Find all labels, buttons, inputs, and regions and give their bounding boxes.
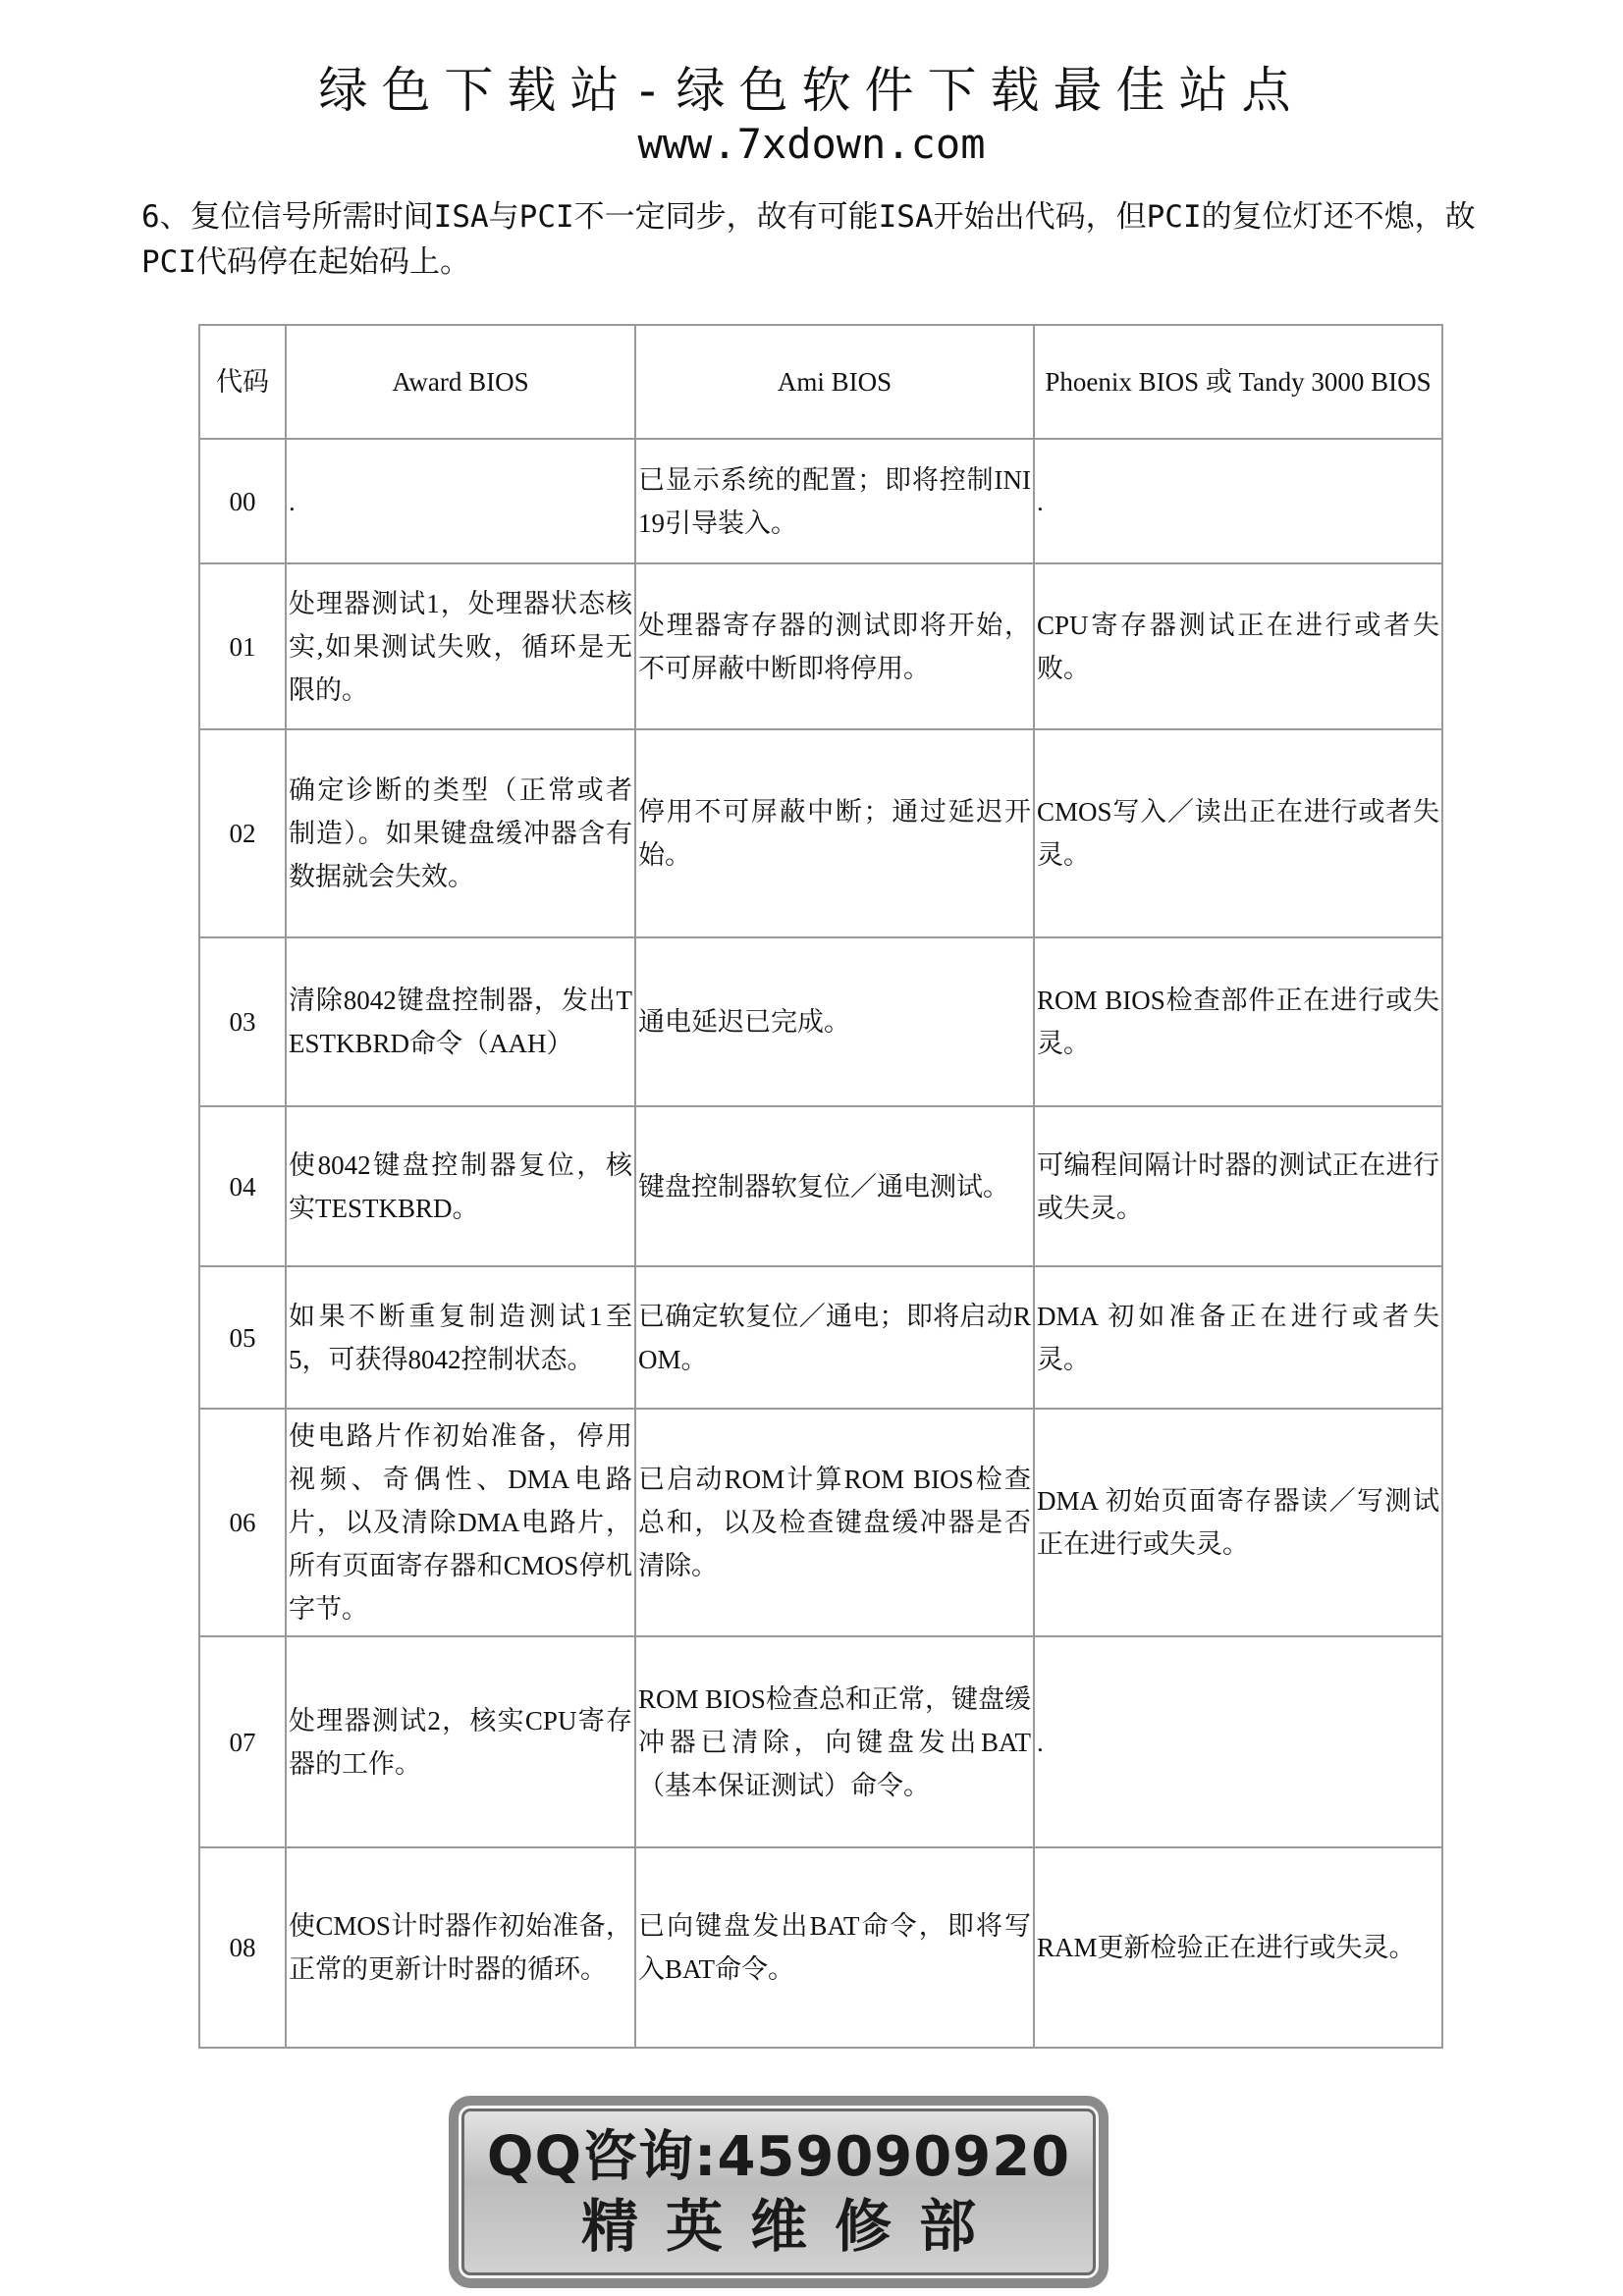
- row-ami: 停用不可屏蔽中断；通过延迟开始。: [635, 729, 1034, 937]
- row-ami: 通电延迟已完成。: [635, 937, 1034, 1106]
- row-ami: 已显示系统的配置；即将控制INI19引导装入。: [635, 439, 1034, 563]
- row-code: 06: [199, 1409, 286, 1636]
- row-phoenix: CMOS写入／读出正在进行或者失灵。: [1034, 729, 1442, 937]
- row-ami: 已向键盘发出BAT命令，即将写入BAT命令。: [635, 1847, 1034, 2048]
- row-phoenix: DMA 初始页面寄存器读／写测试正在进行或失灵。: [1034, 1409, 1442, 1636]
- row-ami: 处理器寄存器的测试即将开始，不可屏蔽中断即将停用。: [635, 563, 1034, 729]
- row-award: 使8042键盘控制器复位，核实TESTKBRD。: [286, 1106, 635, 1266]
- row-award: 处理器测试1，处理器状态核实,如果测试失败，循环是无限的。: [286, 563, 635, 729]
- table-row: [199, 439, 1442, 563]
- row-award: 处理器测试2，核实CPU寄存器的工作。: [286, 1636, 635, 1847]
- row-phoenix: ROM BIOS检查部件正在进行或失灵。: [1034, 937, 1442, 1106]
- row-code: 08: [199, 1847, 286, 2048]
- row-award: 如果不断重复制造测试1至5，可获得8042控制状态。: [286, 1266, 635, 1409]
- row-ami: 已确定软复位／通电；即将启动ROM。: [635, 1266, 1034, 1409]
- table-row: [199, 563, 1442, 729]
- row-ami: ROM BIOS检查总和正常，键盘缓冲器已清除，向键盘发出BAT（基本保证测试）命令。: [635, 1636, 1034, 1847]
- row-ami: 键盘控制器软复位／通电测试。: [635, 1106, 1034, 1266]
- row-phoenix: CPU寄存器测试正在进行或者失败。: [1034, 563, 1442, 729]
- intro-paragraph: 6、复位信号所需时间ISA与PCI不一定同步，故有可能ISA开始出代码，但PCI的复位灯还不熄，故PCI代码停在起始码上。: [141, 199, 1476, 280]
- table-row: [199, 729, 1442, 937]
- row-award: 清除8042键盘控制器，发出TESTKBRD命令（AAH）: [286, 937, 635, 1106]
- table-row: [199, 1106, 1442, 1266]
- header-code: 代码: [199, 325, 286, 439]
- table-row: [199, 937, 1442, 1106]
- row-code: 05: [199, 1266, 286, 1409]
- row-code: 01: [199, 563, 286, 729]
- row-phoenix: .: [1034, 1636, 1442, 1847]
- header-title: 绿色下载站-绿色软件下载最佳站点: [318, 62, 1305, 119]
- table-header-row: [199, 325, 1442, 439]
- row-code: 02: [199, 729, 286, 937]
- row-phoenix: RAM更新检验正在进行或失灵。: [1034, 1847, 1442, 2048]
- header-url[interactable]: www.7xdown.com: [637, 120, 986, 168]
- row-ami: 已启动ROM计算ROM BIOS检查总和，以及检查键盘缓冲器是否清除。: [635, 1409, 1034, 1636]
- row-award: .: [286, 439, 635, 563]
- bios-code-table: [198, 324, 1443, 2049]
- row-phoenix: .: [1034, 439, 1442, 563]
- row-phoenix: 可编程间隔计时器的测试正在进行或失灵。: [1034, 1106, 1442, 1266]
- row-award: 使电路片作初始准备，停用视频、奇偶性、DMA电路片，以及清除DMA电路片，所有页面寄存器和CMOS停机字节。: [286, 1409, 635, 1636]
- row-phoenix: DMA 初如准备正在进行或者失灵。: [1034, 1266, 1442, 1409]
- badge-qq-line: QQ咨询:459090920: [486, 2125, 1071, 2189]
- row-code: 00: [199, 439, 286, 563]
- header-phoenix: Phoenix BIOS 或 Tandy 3000 BIOS: [1034, 325, 1442, 439]
- header-award: Award BIOS: [286, 325, 635, 439]
- table-row: [199, 1847, 1442, 2048]
- row-code: 07: [199, 1636, 286, 1847]
- badge-shop-name: 精英维修部: [580, 2193, 1003, 2260]
- qq-contact-badge: [449, 2096, 1109, 2288]
- row-code: 03: [199, 937, 286, 1106]
- row-award: 使CMOS计时器作初始准备，正常的更新计时器的循环。: [286, 1847, 635, 2048]
- row-code: 04: [199, 1106, 286, 1266]
- table-row: [199, 1409, 1442, 1636]
- table-row: [199, 1266, 1442, 1409]
- header-ami: Ami BIOS: [635, 325, 1034, 439]
- row-award: 确定诊断的类型（正常或者制造）。如果键盘缓冲器含有数据就会失效。: [286, 729, 635, 937]
- table-row: [199, 1636, 1442, 1847]
